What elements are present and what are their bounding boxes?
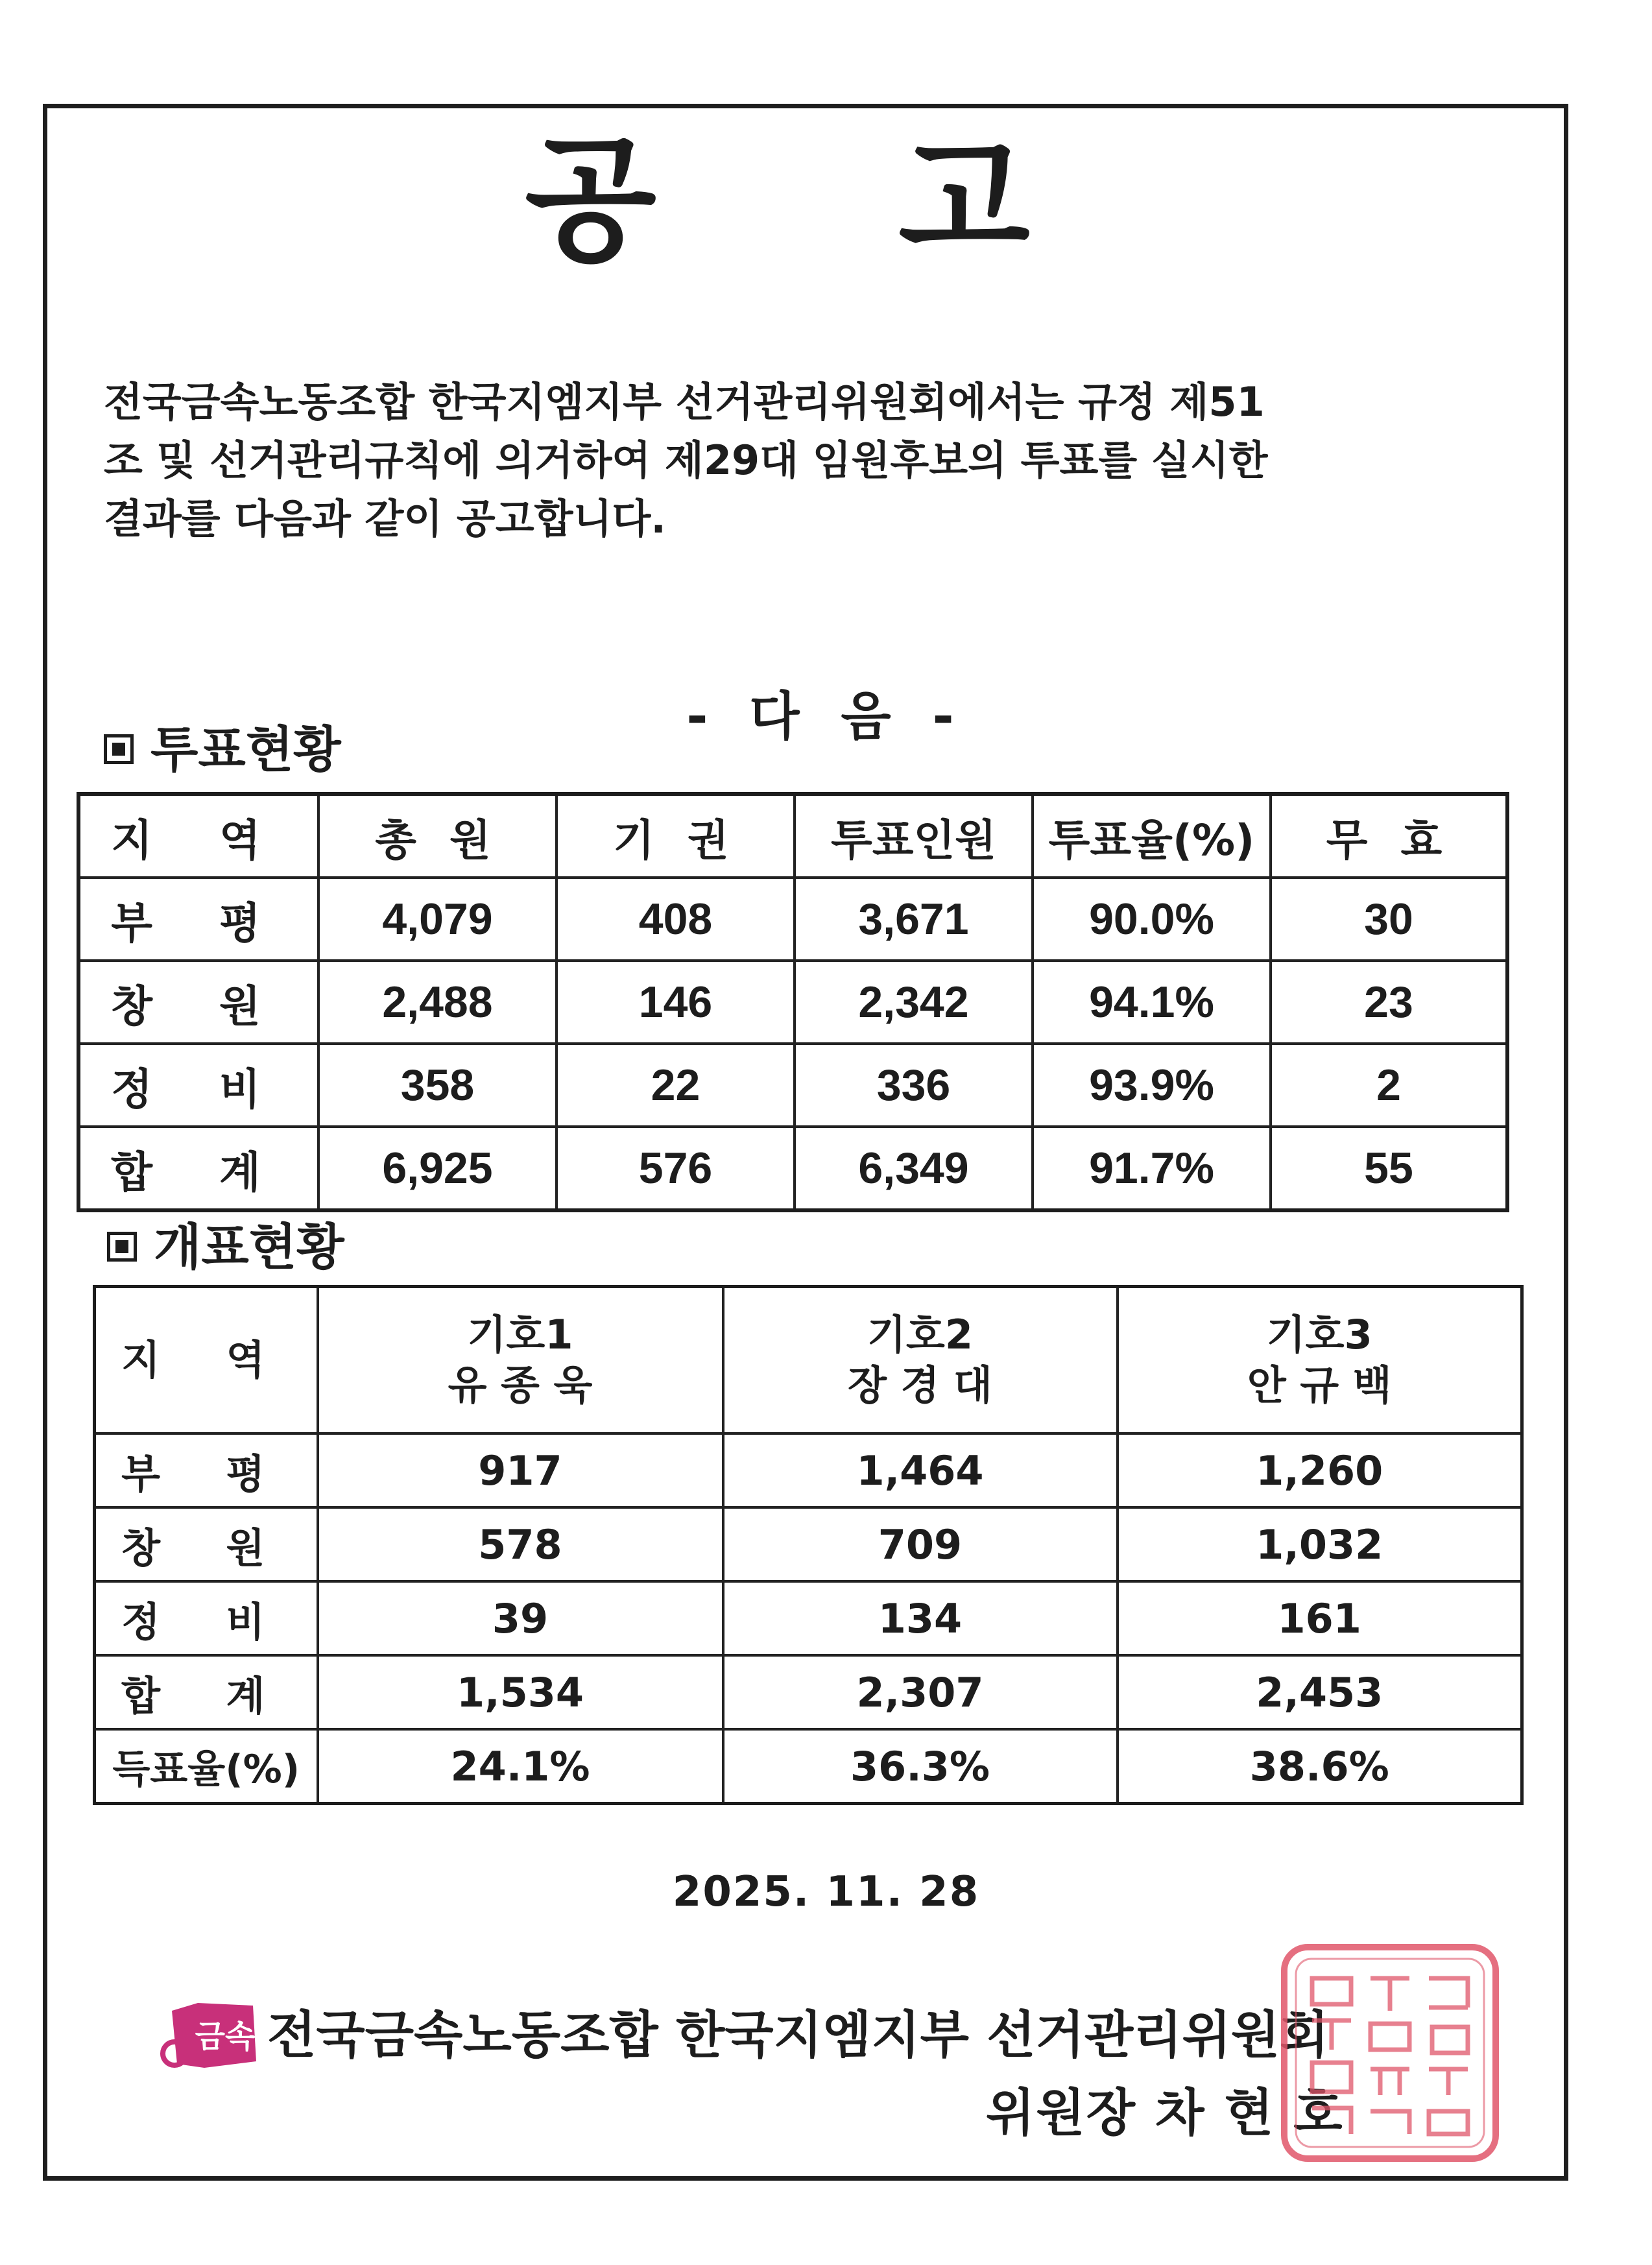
candidate-header-cell [1118,1287,1522,1434]
candidate-name: 유 종 욱 [448,1361,593,1409]
table-cell: 39 [318,1581,723,1655]
header-cell: 기 권 [557,794,795,878]
table-cell: 408 [557,878,795,961]
table-cell: 146 [557,961,795,1044]
turnout-heading [104,721,341,778]
table-cell: 161 [1118,1581,1522,1655]
region-cell: 창 원 [78,961,318,1044]
region-cell: 정 비 [95,1581,318,1655]
page-title: 공 고 [525,121,1127,280]
square-bullet-icon [104,734,134,764]
header-cell: 무 효 [1271,794,1507,878]
region-cell: 부 평 [78,878,318,961]
turnout-heading-text: 투표현황 [150,721,341,778]
table-cell: 709 [723,1507,1118,1581]
chairperson-name: 위원장 차 현 호 [986,2084,1344,2142]
table-cell: 91.7% [1033,1127,1271,1210]
table-row [78,878,1507,961]
intro-line: 조 및 선거관리규칙에 의거하여 제29대 임원후보의 투표를 실시한 [104,437,1268,484]
logo-text: 금속 [195,2019,256,2055]
table-cell: 38.6% [1118,1729,1522,1804]
region-cell: 합 계 [95,1655,318,1729]
candidate-number: 기호1 [467,1311,573,1358]
candidate-number: 기호3 [1266,1311,1372,1358]
table-cell: 358 [318,1044,557,1127]
candidate-header-cell [723,1287,1118,1434]
official-seal-icon [1276,1939,1503,2166]
region-cell: 정 비 [78,1044,318,1127]
header-cell: 투표인원 [795,794,1033,878]
count-heading [107,1218,344,1276]
notice-date: 2025. 11. 28 [672,1868,980,1916]
count-table [93,1285,1524,1805]
table-cell: 1,032 [1118,1507,1522,1581]
table-header-row [78,794,1507,878]
table-cell: 134 [723,1581,1118,1655]
table-row [95,1433,1522,1507]
table-row [95,1729,1522,1804]
table-cell: 3,671 [795,878,1033,961]
table-cell: 2 [1271,1044,1507,1127]
table-cell: 1,464 [723,1433,1118,1507]
region-cell: 부 평 [95,1433,318,1507]
next-label: - 다 음 - [686,686,966,747]
table-cell: 24.1% [318,1729,723,1804]
header-cell: 총 원 [318,794,557,878]
table-cell: 23 [1271,961,1507,1044]
organization-name: 전국금속노동조합 한국지엠지부 선거관리위원회 [267,2006,1329,2065]
table-cell: 336 [795,1044,1033,1127]
table-cell: 6,925 [318,1127,557,1210]
turnout-table [77,792,1509,1212]
candidate-name: 안 규 백 [1247,1361,1392,1409]
table-cell: 1,260 [1118,1433,1522,1507]
union-logo-icon [159,1991,266,2082]
table-cell: 2,488 [318,961,557,1044]
count-heading-text: 개표현황 [154,1218,344,1276]
header-cell: 지 역 [95,1287,318,1434]
table-cell: 6,349 [795,1127,1033,1210]
table-row [95,1655,1522,1729]
candidate-number: 기호2 [867,1311,973,1358]
seal-glyphs [1312,1978,1468,2134]
table-cell: 55 [1271,1127,1507,1210]
header-cell: 지 역 [78,794,318,878]
intro-paragraph [104,373,1498,548]
candidate-name: 장 경 대 [848,1361,992,1409]
table-cell: 576 [557,1127,795,1210]
region-cell: 창 원 [95,1507,318,1581]
table-cell: 1,534 [318,1655,723,1729]
table-cell: 36.3% [723,1729,1118,1804]
table-cell: 2,307 [723,1655,1118,1729]
table-cell: 4,079 [318,878,557,961]
table-cell: 94.1% [1033,961,1271,1044]
table-cell: 93.9% [1033,1044,1271,1127]
region-cell: 합 계 [78,1127,318,1210]
table-row [95,1581,1522,1655]
square-bullet-icon [107,1232,137,1262]
table-cell: 30 [1271,878,1507,961]
table-cell: 917 [318,1433,723,1507]
region-cell: 득표율(%) [95,1729,318,1804]
table-row [78,1127,1507,1210]
header-cell: 투표율(%) [1033,794,1271,878]
table-header-row [95,1287,1522,1434]
candidate-header-cell [318,1287,723,1434]
table-cell: 578 [318,1507,723,1581]
intro-line: 전국금속노동조합 한국지엠지부 선거관리위원회에서는 규정 제51 [104,378,1265,425]
table-cell: 2,453 [1118,1655,1522,1729]
table-cell: 2,342 [795,961,1033,1044]
table-row [78,1044,1507,1127]
table-row [78,961,1507,1044]
table-cell: 90.0% [1033,878,1271,961]
intro-line: 결과를 다음과 같이 공고합니다. [104,495,666,542]
table-row [95,1507,1522,1581]
table-cell: 22 [557,1044,795,1127]
